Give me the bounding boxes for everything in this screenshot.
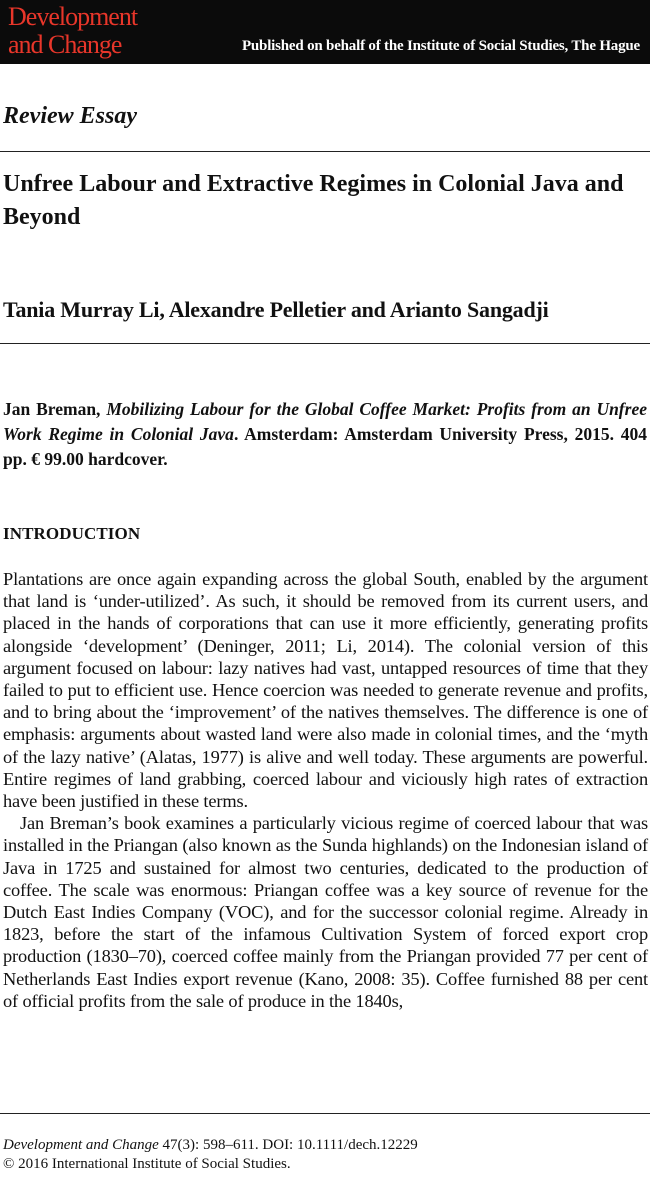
paragraph: Plantations are once again expanding across the global South, enabled by the argument that land is ‘under-utilized’. As such, it should be removed from its current users, and placed in the hands of corporations that can use it more efficiently, generating profits alongside ‘development’ (Deninger, 2011; Li, 2014). The colonial version of this argument focused on labour: lazy natives had vast, untapped resources of time that they failed to put to efficient use. Hence coercion was needed to generate revenue and profits, and to bring about the ‘improvement’ of the natives themselves. The difference is one of emphasis: arguments about wasted land were also made in colonial times, and the ‘myth of the lazy native’ (Alatas, 1977) is alive and well today. These arguments are powerful. Entire regimes of land grabbing, coerced labour and viciously high rates of extraction have been justified in these terms. xyxy=(3,569,648,812)
footer-divider xyxy=(0,1113,650,1114)
footer-copyright: © 2016 International Institute of Social Studies. xyxy=(3,1156,291,1172)
footer-citation-details: 47(3): 598–611. DOI: 10.1111/dech.12229 xyxy=(158,1137,418,1153)
article-type: Review Essay xyxy=(3,103,137,129)
book-title: Mobilizing Labour for the Global Coffee Market: Profits from an Unfree Work Regime in Colonial Java xyxy=(3,399,647,444)
divider xyxy=(0,151,650,152)
paragraph: Jan Breman’s book examines a particularly vicious regime of coerced labour that was installed in the Priangan (also known as the Sunda highlands) on the Indonesian island of Java in 1725 and sustained for almost two centuries, dedicated to the production of coffee. The scale was enormous: Priangan coffee was a key source of revenue for the Dutch East Indies Company (VOC), and for the successor colonial regime. Already in 1823, before the start of the infamous Cultivation System of forced export crop production (1830–70), coerced coffee mainly from the Priangan provided 77 per cent of Netherlands East Indies export revenue (Kano, 2008: 35). Coffee furnished 88 per cent of official profits from the sale of produce in the 1840s, xyxy=(3,813,648,1011)
body-text xyxy=(3,568,648,1012)
book-author: Jan Breman, xyxy=(3,399,107,419)
article-title: Unfree Labour and Extractive Regimes in Colonial Java and Beyond xyxy=(3,171,624,230)
section-heading: INTRODUCTION xyxy=(3,524,141,543)
page-footer xyxy=(3,1136,418,1174)
footer-journal-name: Development and Change xyxy=(3,1137,159,1153)
footer-citation xyxy=(3,1136,418,1155)
journal-logo: Development and Change xyxy=(8,2,138,59)
publisher-line: Published on behalf of the Institute of Social Studies, The Hague xyxy=(241,38,640,54)
article-authors: Tania Murray Li, Alexandre Pelletier and Arianto Sangadji xyxy=(3,297,549,322)
reviewed-book-reference xyxy=(3,397,647,472)
book-publication-details: . Amsterdam: Amsterdam University Press, 2015. 404 pp. € 99.00 hardcover. xyxy=(3,424,648,469)
journal-banner xyxy=(0,0,650,64)
divider xyxy=(0,343,650,344)
